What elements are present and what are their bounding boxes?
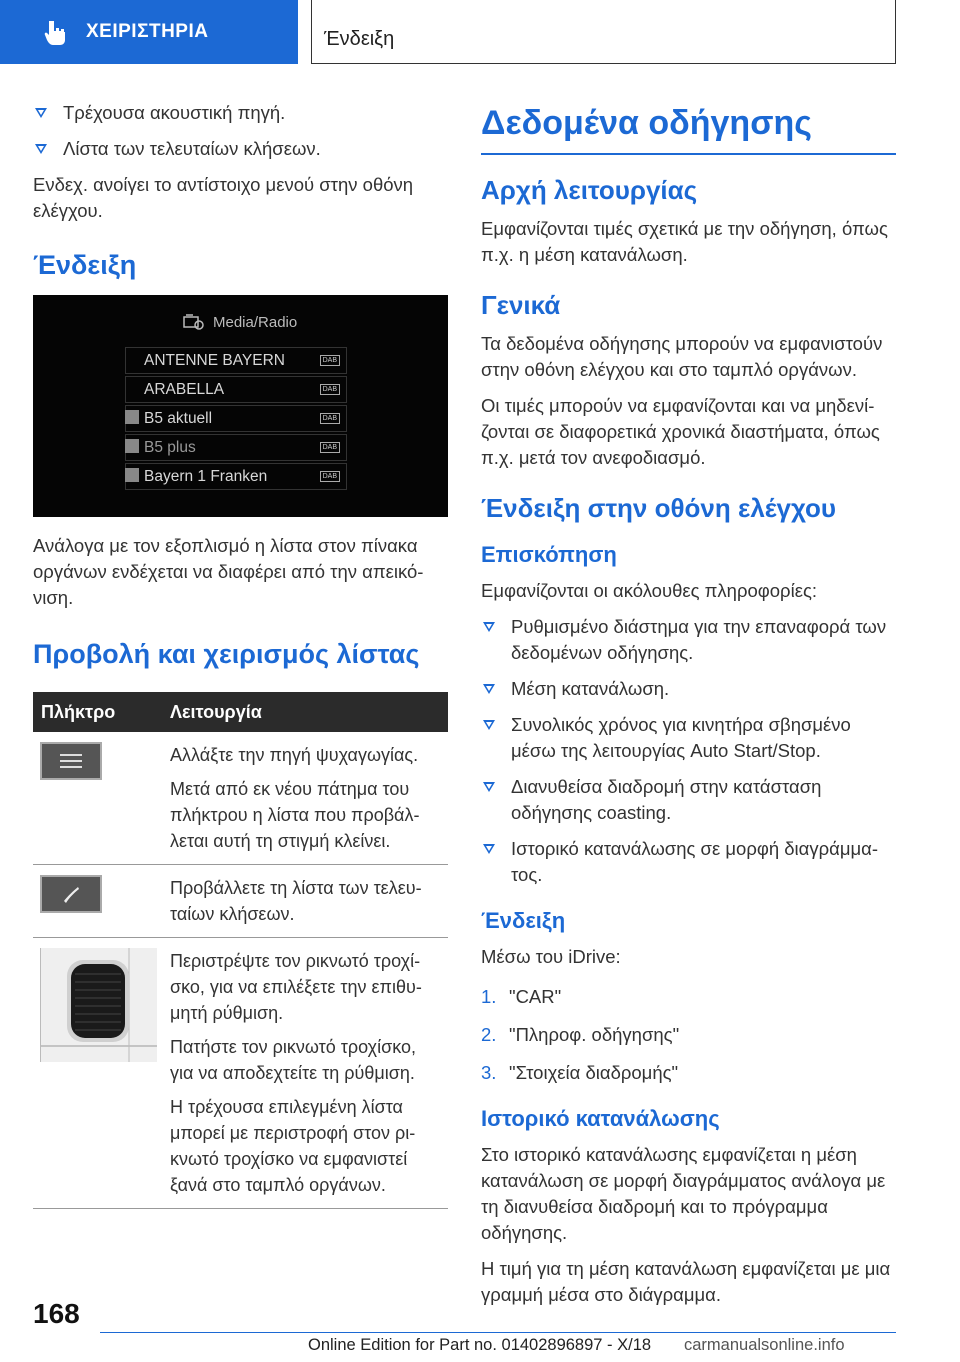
screen-note: Ανάλογα με τον εξοπλισμό η λίστα στον πίνακα οργάνων ενδέχεται να διαφέρει από την απεικόνιση. bbox=[33, 535, 424, 608]
triangle-bullet-icon bbox=[483, 684, 495, 694]
triangle-bullet-icon bbox=[483, 720, 495, 730]
triangle-bullet-icon bbox=[483, 622, 495, 632]
list-item: Ρυθμισμένο διάστημα για την επαναφορά των δεδομένων οδήγησης. bbox=[481, 614, 896, 666]
list-item: Bayern 1 Franken DAB bbox=[125, 463, 347, 490]
list-item: B5 aktuell DAB bbox=[125, 405, 347, 432]
list-item: Λίστα των τελευταίων κλήσεων. bbox=[33, 136, 448, 162]
page-number: 168 bbox=[33, 1298, 80, 1329]
section-header bbox=[311, 0, 896, 64]
key-function-table bbox=[33, 692, 448, 1209]
right-column bbox=[481, 100, 896, 1318]
screen-header bbox=[183, 313, 297, 331]
general-text-2: Οι τιμές μπορούν να εμφανίζονται και να μηδενίζονται σε διαφορετικά χρονικά διαστήματα, όπως π.χ. μετά τον ανεφοδιασμό. bbox=[481, 395, 880, 468]
principle-text: Εμφανίζονται τιμές σχετικά με την οδήγηση, όπως π.χ. η μέση κατανάλωση. bbox=[481, 218, 888, 265]
chapter-tab[interactable] bbox=[0, 0, 298, 64]
thumbwheel-icon bbox=[40, 948, 156, 1062]
footer-watermark: carmanualsonline.info bbox=[684, 1336, 845, 1354]
heading-display: Ένδειξη bbox=[33, 250, 137, 280]
list-item: Τρέχουσα ακουστική πηγή. bbox=[33, 100, 448, 126]
list-item: B5 plus DAB bbox=[125, 434, 347, 461]
left-column bbox=[33, 100, 448, 1209]
chapter-tab-label: ΧΕΙΡΙΣΤΗΡΙΑ bbox=[86, 21, 209, 42]
history-text-1: Στο ιστορικό κατανάλωσης εμφανίζεται η μέση κατανάλωση σε μορφή διαγράμματος ανάλογα με τη διανυθείσα διαδρομή και το πρόγραμμα οδήγησης. bbox=[481, 1144, 886, 1243]
heading-display-right: Ένδειξη bbox=[481, 908, 566, 933]
heading-history: Ιστορικό κατανάλωσης bbox=[481, 1106, 720, 1131]
list-item: Ιστορικό κατανάλωσης σε μορφή διαγράμματος. bbox=[481, 836, 896, 888]
list-item: Διανυθείσα διαδρομή στην κατάσταση οδήγησης coasting. bbox=[481, 774, 896, 826]
screen-title: Media/Radio bbox=[213, 313, 298, 331]
footer-divider bbox=[100, 1332, 896, 1333]
list-item: Συνολικός χρόνος για κινητήρα σβησμένο μέσω της λειτουργίας Auto Start/Stop. bbox=[481, 712, 896, 764]
triangle-bullet-icon bbox=[483, 844, 495, 854]
table-row: Προβάλλετε τη λίστα των τελευταίων κλήσεων. bbox=[33, 865, 448, 938]
overview-text: Εμφανίζονται οι ακόλουθες πληροφορίες: bbox=[481, 580, 817, 601]
phone-icon bbox=[40, 875, 102, 913]
list-item: ARABELLA DAB bbox=[125, 376, 347, 403]
footer-edition: Online Edition for Part no. 01402896897 - X/18 bbox=[308, 1336, 652, 1354]
station-logo-icon bbox=[125, 468, 139, 482]
table-row: Περιστρέψτε τον ρικνωτό τροχίσκο, για να επιλέξετε την επιθυμητή ρύθμιση. Πατήστε τον ρικνωτό τροχίσκο, για να αποδεχτείτε τη ρύθμιση. Η τρέχουσα επιλεγμένη λίστα μπορεί με περιστροφή στον ρικνωτό τροχίσκο να εμφανιστεί ξανά στο ταμπλό οργάνων. bbox=[33, 938, 448, 1209]
heading-principle: Αρχή λειτουργίας bbox=[481, 175, 698, 205]
heading-general: Γενικά bbox=[481, 290, 561, 320]
list-item: 3. "Στοιχεία διαδρομής" bbox=[481, 1062, 679, 1083]
table-row: Αλλάξτε την πηγή ψυχαγωγίας. Μετά από εκ νέου πάτημα του πλήκτρου η λίστα που προβάλλεται αυτή τη στιγμή κλείνει. bbox=[33, 732, 448, 865]
station-logo-icon bbox=[125, 439, 139, 453]
idrive-steps bbox=[481, 984, 896, 1086]
triangle-bullet-icon bbox=[35, 108, 47, 118]
heading-overview: Επισκόπηση bbox=[481, 542, 617, 567]
heading-list: Προβολή και χειρισμός λίστας bbox=[33, 639, 420, 669]
list-item: ANTENNE BAYERN DAB bbox=[125, 347, 347, 374]
station-logo-icon bbox=[125, 410, 139, 424]
list-item: 2. "Πληροφ. οδήγησης" bbox=[481, 1024, 680, 1045]
list-item: Μέση κατανάλωση. bbox=[481, 676, 896, 702]
list-menu-icon bbox=[40, 742, 102, 780]
triangle-bullet-icon bbox=[35, 144, 47, 154]
heading-driving-data: Δεδομένα οδήγησης bbox=[481, 104, 896, 155]
general-text-1: Τα δεδομένα οδήγησης μπορούν να εμφανιστούν στην οθόνη ελέγχου και στο ταμπλό οργάνων. bbox=[481, 333, 883, 380]
pointing-hand-icon bbox=[42, 18, 70, 46]
table-header-function: Λειτουργία bbox=[162, 692, 448, 732]
list-item: 1. "CAR" bbox=[481, 986, 562, 1007]
history-text-2: Η τιμή για τη μέση κατανάλωση εμφανίζεται με μια γραμμή μέσα στο διάγραμμα. bbox=[481, 1258, 891, 1305]
media-radio-icon bbox=[183, 313, 205, 331]
radio-screen-image bbox=[33, 295, 448, 517]
idrive-text: Μέσω του iDrive: bbox=[481, 946, 621, 967]
table-header-key: Πλήκτρο bbox=[33, 692, 162, 732]
intro-text: Ενδεχ. ανοίγει το αντίστοιχο μενού στην οθόνη ελέγχου. bbox=[33, 174, 414, 221]
section-title: Ένδειξη bbox=[324, 28, 395, 50]
heading-control-display: Ένδειξη στην οθόνη ελέγχου bbox=[481, 493, 837, 523]
triangle-bullet-icon bbox=[483, 782, 495, 792]
